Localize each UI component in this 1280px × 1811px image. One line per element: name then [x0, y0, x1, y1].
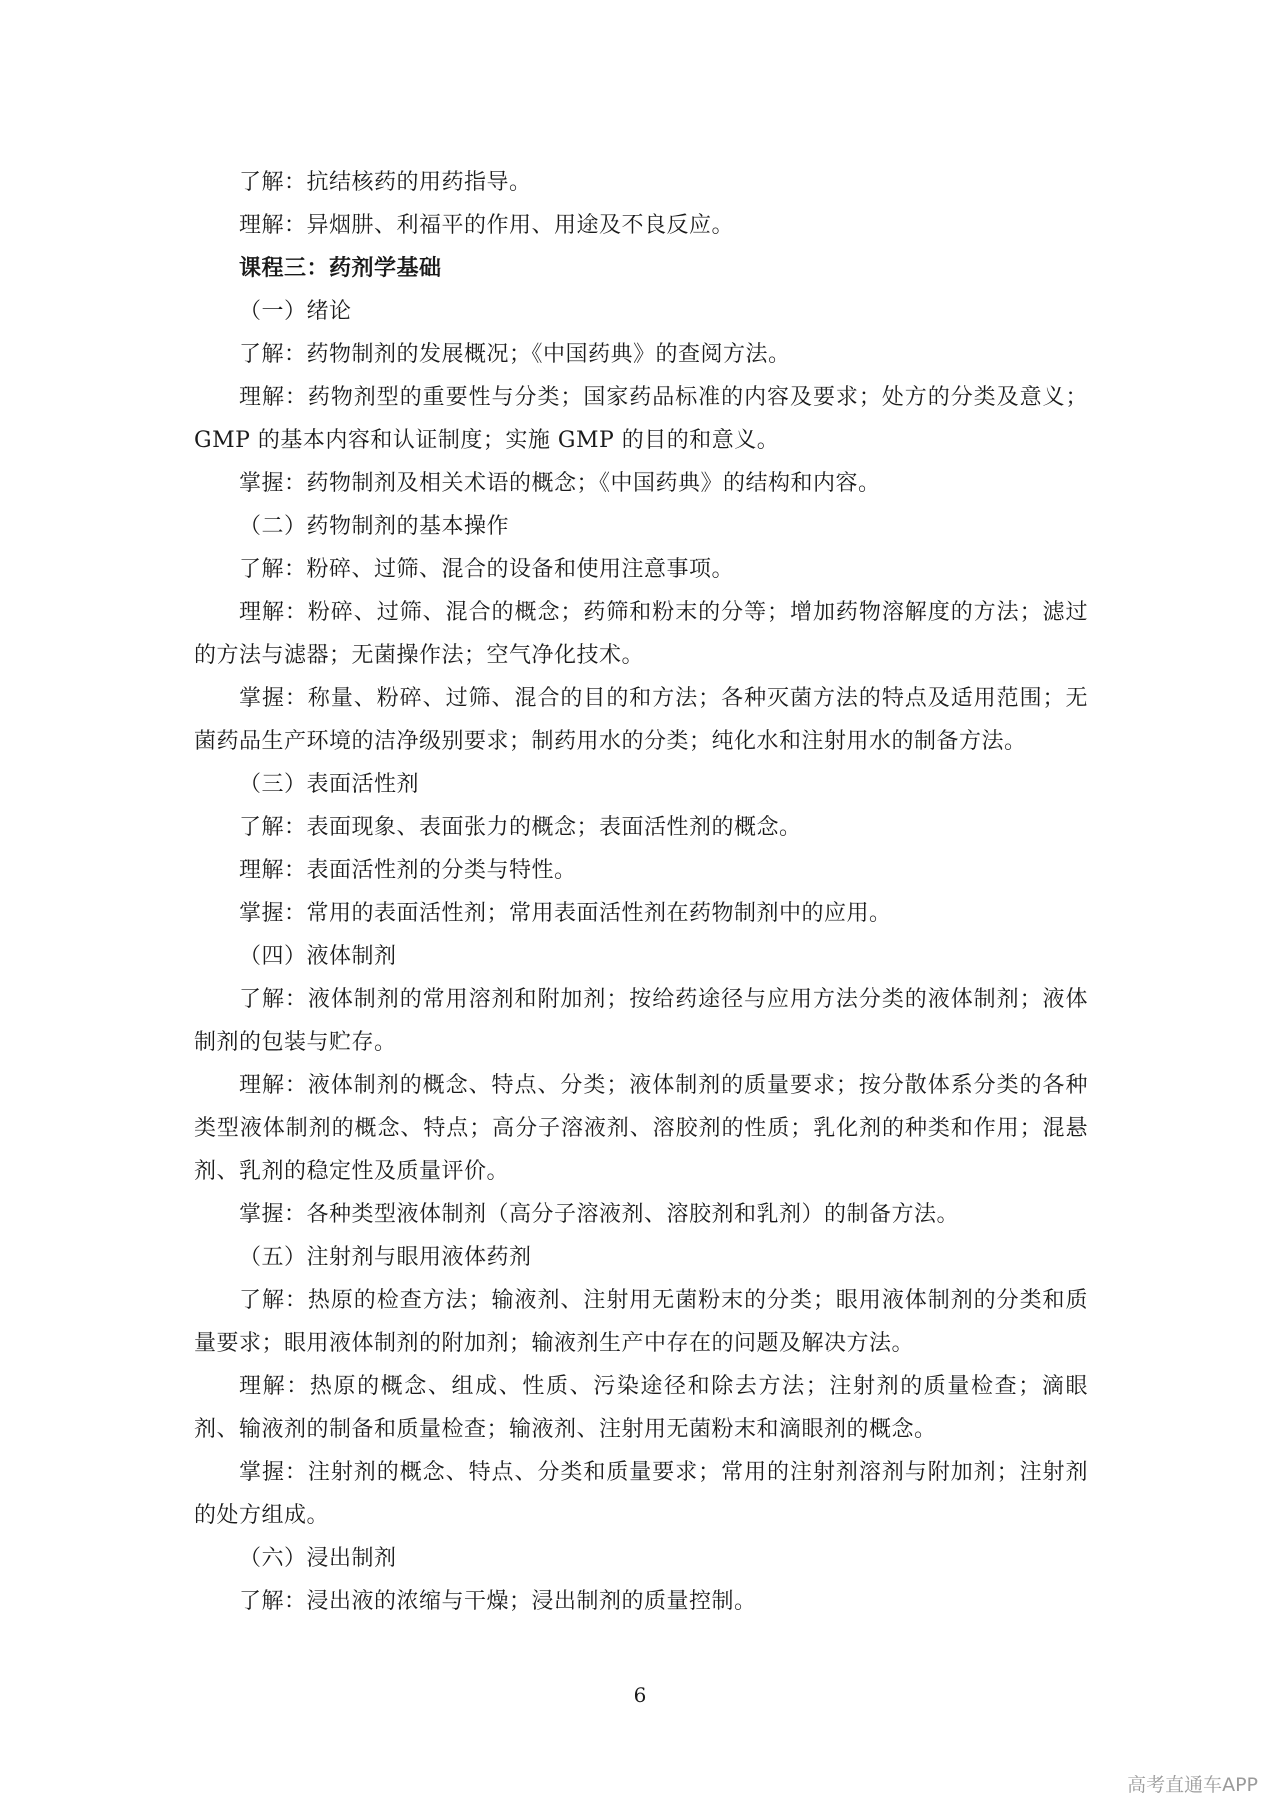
paragraph: 掌握：称量、粉碎、过筛、混合的目的和方法；各种灭菌方法的特点及适用范围；无菌药品生产环境的洁净级别要求；制药用水的分类；纯化水和注射用水的制备方法。: [194, 686, 1088, 754]
paragraph: 了解：热原的检查方法；输液剂、注射用无菌粉末的分类；眼用液体制剂的分类和质量要求；眼用液体制剂的附加剂；输液剂生产中存在的问题及解决方法。: [194, 1288, 1088, 1356]
section-heading: （六）浸出制剂: [239, 1546, 397, 1571]
course-heading: 课程三：药剂学基础: [239, 255, 442, 281]
paragraph: 理解：表面活性剂的分类与特性。: [239, 858, 577, 883]
document-body: [194, 161, 1088, 1623]
watermark: 高考直通车APP: [1127, 1774, 1258, 1796]
paragraph: 了解：抗结核药的用药指导。: [239, 170, 532, 195]
paragraph: 掌握：各种类型液体制剂（高分子溶液剂、溶胶剂和乳剂）的制备方法。: [239, 1202, 960, 1227]
page-number: 6: [633, 1683, 647, 1707]
paragraph: 了解：液体制剂的常用溶剂和附加剂；按给药途径与应用方法分类的液体制剂；液体制剂的包装与贮存。: [194, 987, 1088, 1055]
section-heading: （四）液体制剂: [239, 944, 397, 969]
paragraph: 了解：浸出液的浓缩与干燥；浸出制剂的质量控制。: [239, 1589, 757, 1614]
paragraph: 掌握：常用的表面活性剂；常用表面活性剂在药物制剂中的应用。: [239, 901, 892, 926]
paragraph: 理解：药物剂型的重要性与分类；国家药品标准的内容及要求；处方的分类及意义；GMP 的基本内容和认证制度；实施 GMP 的目的和意义。: [194, 385, 1088, 453]
section-heading: （五）注射剂与眼用液体药剂: [239, 1245, 532, 1270]
paragraph: 了解：粉碎、过筛、混合的设备和使用注意事项。: [239, 557, 735, 582]
paragraph: 了解：药物制剂的发展概况；《中国药典》的查阅方法。: [239, 342, 791, 367]
section-heading: （三）表面活性剂: [239, 772, 420, 797]
paragraph: 理解：异烟肼、利福平的作用、用途及不良反应。: [239, 213, 735, 238]
paragraph: 理解：热原的概念、组成、性质、污染途径和除去方法；注射剂的质量检查；滴眼剂、输液剂的制备和质量检查；输液剂、注射用无菌粉末和滴眼剂的概念。: [194, 1374, 1088, 1442]
section-heading: （一）绪论: [239, 299, 352, 324]
paragraph: 理解：液体制剂的概念、特点、分类；液体制剂的质量要求；按分散体系分类的各种类型液体制剂的概念、特点；高分子溶液剂、溶胶剂的性质；乳化剂的种类和作用；混悬剂、乳剂的稳定性及质量评价。: [194, 1073, 1088, 1184]
paragraph: 理解：粉碎、过筛、混合的概念；药筛和粉末的分等；增加药物溶解度的方法；滤过的方法与滤器；无菌操作法；空气净化技术。: [194, 600, 1088, 668]
paragraph: 掌握：药物制剂及相关术语的概念；《中国药典》的结构和内容。: [239, 471, 881, 496]
section-heading: （二）药物制剂的基本操作: [239, 514, 510, 539]
paragraph: 掌握：注射剂的概念、特点、分类和质量要求；常用的注射剂溶剂与附加剂；注射剂的处方组成。: [194, 1460, 1088, 1528]
paragraph: 了解：表面现象、表面张力的概念；表面活性剂的概念。: [239, 815, 802, 840]
